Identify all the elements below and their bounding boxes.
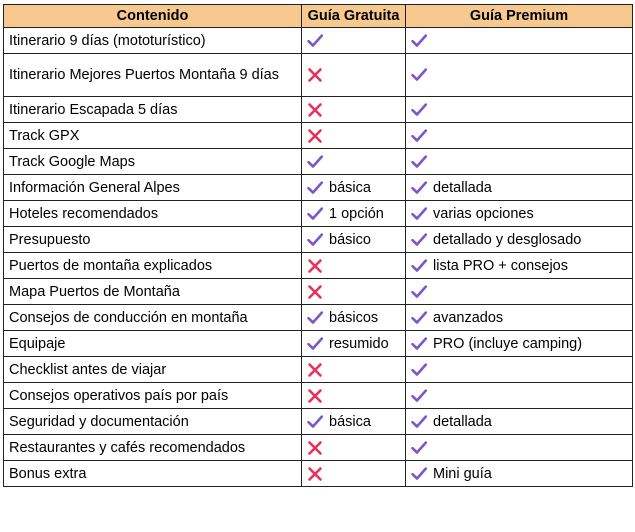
free-value: básica <box>329 413 371 430</box>
table-row <box>4 383 633 409</box>
header-contenido: Contenido <box>4 5 302 28</box>
table-row <box>4 227 633 253</box>
free-value: básico <box>329 231 371 248</box>
feature-cell: Mapa Puertos de Montaña <box>4 279 302 305</box>
feature-cell: Bonus extra <box>4 461 302 487</box>
check-icon <box>410 413 428 431</box>
feature-cell: Itinerario Escapada 5 días <box>4 97 302 123</box>
cross-icon <box>306 387 324 405</box>
free-cell <box>302 253 406 279</box>
header-guia-gratuita: Guía Gratuita <box>302 5 406 28</box>
premium-cell <box>406 175 633 201</box>
free-cell <box>302 409 406 435</box>
check-icon <box>306 205 324 223</box>
premium-cell <box>406 383 633 409</box>
feature-cell: Seguridad y documentación <box>4 409 302 435</box>
free-cell <box>302 357 406 383</box>
premium-value: avanzados <box>433 309 504 326</box>
table-row <box>4 97 633 123</box>
free-cell <box>302 201 406 227</box>
premium-value: Mini guía <box>433 465 492 482</box>
comparison-table <box>3 4 633 487</box>
free-cell <box>302 28 406 54</box>
check-icon <box>410 361 428 379</box>
premium-value: detallada <box>433 179 492 196</box>
free-cell <box>302 383 406 409</box>
premium-cell <box>406 227 633 253</box>
premium-cell <box>406 123 633 149</box>
check-icon <box>410 205 428 223</box>
premium-cell <box>406 97 633 123</box>
check-icon <box>410 101 428 119</box>
table-row <box>4 305 633 331</box>
table-row <box>4 435 633 461</box>
free-value: básicos <box>329 309 379 326</box>
table-header-row <box>4 5 633 28</box>
premium-cell <box>406 435 633 461</box>
table-body <box>4 28 633 487</box>
free-cell <box>302 279 406 305</box>
free-cell <box>302 461 406 487</box>
feature-cell: Track GPX <box>4 123 302 149</box>
cross-icon <box>306 101 324 119</box>
check-icon <box>410 32 428 50</box>
cross-icon <box>306 127 324 145</box>
premium-cell <box>406 54 633 97</box>
premium-cell <box>406 305 633 331</box>
check-icon <box>306 335 324 353</box>
table-row <box>4 149 633 175</box>
premium-cell <box>406 461 633 487</box>
check-icon <box>410 309 428 327</box>
free-value: básica <box>329 179 371 196</box>
premium-value: lista PRO + consejos <box>433 257 568 274</box>
free-cell <box>302 435 406 461</box>
cross-icon <box>306 66 324 84</box>
feature-cell: Hoteles recomendados <box>4 201 302 227</box>
check-icon <box>306 32 324 50</box>
premium-cell <box>406 149 633 175</box>
check-icon <box>410 153 428 171</box>
table-row <box>4 28 633 54</box>
free-cell <box>302 175 406 201</box>
premium-value: detallada <box>433 413 492 430</box>
free-value: resumido <box>329 335 389 352</box>
table-row <box>4 54 633 97</box>
premium-cell <box>406 201 633 227</box>
free-cell <box>302 331 406 357</box>
feature-cell: Información General Alpes <box>4 175 302 201</box>
check-icon <box>410 439 428 457</box>
table-row <box>4 201 633 227</box>
free-cell <box>302 305 406 331</box>
cross-icon <box>306 439 324 457</box>
cross-icon <box>306 257 324 275</box>
premium-value: PRO (incluye camping) <box>433 335 583 352</box>
cross-icon <box>306 283 324 301</box>
free-cell <box>302 123 406 149</box>
check-icon <box>410 283 428 301</box>
check-icon <box>306 231 324 249</box>
feature-cell: Itinerario Mejores Puertos Montaña 9 días <box>4 54 302 97</box>
feature-cell: Consejos de conducción en montaña <box>4 305 302 331</box>
check-icon <box>410 66 428 84</box>
feature-cell: Restaurantes y cafés recomendados <box>4 435 302 461</box>
premium-value: detallado y desglosado <box>433 231 582 248</box>
check-icon <box>410 335 428 353</box>
feature-cell: Equipaje <box>4 331 302 357</box>
check-icon <box>410 127 428 145</box>
table-row <box>4 175 633 201</box>
feature-cell: Presupuesto <box>4 227 302 253</box>
check-icon <box>410 465 428 483</box>
table-row <box>4 357 633 383</box>
cross-icon <box>306 465 324 483</box>
check-icon <box>306 179 324 197</box>
table-row <box>4 331 633 357</box>
check-icon <box>306 309 324 327</box>
premium-cell <box>406 28 633 54</box>
premium-cell <box>406 253 633 279</box>
feature-cell: Track Google Maps <box>4 149 302 175</box>
premium-value: varias opciones <box>433 205 534 222</box>
premium-cell <box>406 331 633 357</box>
premium-cell <box>406 279 633 305</box>
table-row <box>4 279 633 305</box>
premium-cell <box>406 357 633 383</box>
premium-cell <box>406 409 633 435</box>
feature-cell: Consejos operativos país por país <box>4 383 302 409</box>
feature-cell: Puertos de montaña explicados <box>4 253 302 279</box>
header-guia-premium: Guía Premium <box>406 5 633 28</box>
check-icon <box>410 179 428 197</box>
cross-icon <box>306 361 324 379</box>
table-row <box>4 253 633 279</box>
free-cell <box>302 149 406 175</box>
table-row <box>4 409 633 435</box>
free-value: 1 opción <box>329 205 384 222</box>
feature-cell: Checklist antes de viajar <box>4 357 302 383</box>
table-row <box>4 461 633 487</box>
feature-cell: Itinerario 9 días (mototurístico) <box>4 28 302 54</box>
free-cell <box>302 227 406 253</box>
check-icon <box>410 257 428 275</box>
check-icon <box>306 153 324 171</box>
check-icon <box>306 413 324 431</box>
table-row <box>4 123 633 149</box>
free-cell <box>302 97 406 123</box>
free-cell <box>302 54 406 97</box>
check-icon <box>410 231 428 249</box>
check-icon <box>410 387 428 405</box>
comparison-table-wrapper <box>3 4 632 487</box>
